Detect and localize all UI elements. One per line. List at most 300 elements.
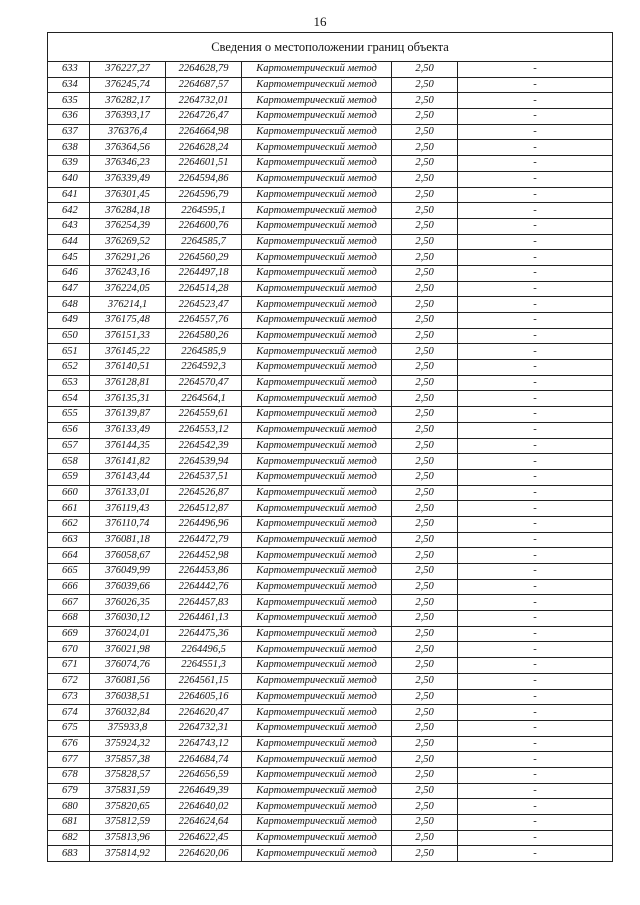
note-cell: - (458, 422, 613, 438)
note-cell: - (458, 830, 613, 846)
point-number-cell: 656 (48, 422, 90, 438)
point-number-cell: 673 (48, 689, 90, 705)
method-cell: Картометрический метод (242, 281, 392, 297)
table-row (48, 752, 613, 768)
accuracy-cell: 2,50 (392, 673, 458, 689)
table-row (48, 767, 613, 783)
accuracy-cell: 2,50 (392, 548, 458, 564)
table-row (48, 658, 613, 674)
boundary-table (47, 32, 613, 862)
table-row (48, 281, 613, 297)
point-number-cell: 646 (48, 265, 90, 281)
y-coordinate-cell: 2264726,47 (166, 109, 242, 125)
x-coordinate-cell: 375933,8 (90, 720, 166, 736)
table-row (48, 77, 613, 93)
accuracy-cell: 2,50 (392, 328, 458, 344)
method-cell: Картометрический метод (242, 124, 392, 140)
note-cell: - (458, 548, 613, 564)
accuracy-cell: 2,50 (392, 532, 458, 548)
note-cell: - (458, 752, 613, 768)
x-coordinate-cell: 376143,44 (90, 469, 166, 485)
table-row (48, 62, 613, 78)
table-row (48, 815, 613, 831)
note-cell: - (458, 171, 613, 187)
x-coordinate-cell: 376393,17 (90, 109, 166, 125)
y-coordinate-cell: 2264523,47 (166, 297, 242, 313)
x-coordinate-cell: 376269,52 (90, 234, 166, 250)
method-cell: Картометрический метод (242, 720, 392, 736)
accuracy-cell: 2,50 (392, 783, 458, 799)
x-coordinate-cell: 376058,67 (90, 548, 166, 564)
y-coordinate-cell: 2264537,51 (166, 469, 242, 485)
method-cell: Картометрический метод (242, 62, 392, 78)
y-coordinate-cell: 2264453,86 (166, 564, 242, 580)
y-coordinate-cell: 2264512,87 (166, 501, 242, 517)
x-coordinate-cell: 376110,74 (90, 516, 166, 532)
point-number-cell: 678 (48, 767, 90, 783)
table-row (48, 407, 613, 423)
point-number-cell: 652 (48, 360, 90, 376)
note-cell: - (458, 375, 613, 391)
note-cell: - (458, 62, 613, 78)
note-cell: - (458, 579, 613, 595)
point-number-cell: 637 (48, 124, 90, 140)
method-cell: Картометрический метод (242, 673, 392, 689)
note-cell: - (458, 156, 613, 172)
point-number-cell: 672 (48, 673, 90, 689)
accuracy-cell: 2,50 (392, 846, 458, 862)
y-coordinate-cell: 2264732,01 (166, 93, 242, 109)
note-cell: - (458, 203, 613, 219)
x-coordinate-cell: 376026,35 (90, 595, 166, 611)
x-coordinate-cell: 376243,16 (90, 265, 166, 281)
y-coordinate-cell: 2264564,1 (166, 391, 242, 407)
table-row (48, 203, 613, 219)
x-coordinate-cell: 376140,51 (90, 360, 166, 376)
accuracy-cell: 2,50 (392, 626, 458, 642)
table-row (48, 438, 613, 454)
y-coordinate-cell: 2264539,94 (166, 454, 242, 470)
table-row (48, 720, 613, 736)
note-cell: - (458, 673, 613, 689)
method-cell: Картометрический метод (242, 203, 392, 219)
accuracy-cell: 2,50 (392, 501, 458, 517)
table-row (48, 705, 613, 721)
method-cell: Картометрический метод (242, 846, 392, 862)
note-cell: - (458, 297, 613, 313)
y-coordinate-cell: 2264496,5 (166, 642, 242, 658)
point-number-cell: 664 (48, 548, 90, 564)
table-row (48, 611, 613, 627)
y-coordinate-cell: 2264570,47 (166, 375, 242, 391)
note-cell: - (458, 391, 613, 407)
y-coordinate-cell: 2264687,57 (166, 77, 242, 93)
method-cell: Картометрический метод (242, 705, 392, 721)
note-cell: - (458, 313, 613, 329)
table-title-row (48, 33, 613, 62)
method-cell: Картометрический метод (242, 187, 392, 203)
x-coordinate-cell: 376284,18 (90, 203, 166, 219)
accuracy-cell: 2,50 (392, 250, 458, 266)
point-number-cell: 671 (48, 658, 90, 674)
table-row (48, 156, 613, 172)
method-cell: Картометрический метод (242, 140, 392, 156)
table-row (48, 469, 613, 485)
x-coordinate-cell: 375857,38 (90, 752, 166, 768)
method-cell: Картометрический метод (242, 407, 392, 423)
method-cell: Картометрический метод (242, 564, 392, 580)
note-cell: - (458, 595, 613, 611)
y-coordinate-cell: 2264601,51 (166, 156, 242, 172)
y-coordinate-cell: 2264557,76 (166, 313, 242, 329)
y-coordinate-cell: 2264560,29 (166, 250, 242, 266)
point-number-cell: 651 (48, 344, 90, 360)
method-cell: Картометрический метод (242, 658, 392, 674)
table-row (48, 485, 613, 501)
note-cell: - (458, 689, 613, 705)
x-coordinate-cell: 376133,49 (90, 422, 166, 438)
point-number-cell: 640 (48, 171, 90, 187)
table-row (48, 595, 613, 611)
method-cell: Картометрический метод (242, 328, 392, 344)
point-number-cell: 636 (48, 109, 90, 125)
note-cell: - (458, 642, 613, 658)
note-cell: - (458, 140, 613, 156)
x-coordinate-cell: 376376,4 (90, 124, 166, 140)
x-coordinate-cell: 376030,12 (90, 611, 166, 627)
point-number-cell: 681 (48, 815, 90, 831)
y-coordinate-cell: 2264620,47 (166, 705, 242, 721)
accuracy-cell: 2,50 (392, 77, 458, 93)
x-coordinate-cell: 376339,49 (90, 171, 166, 187)
y-coordinate-cell: 2264553,12 (166, 422, 242, 438)
accuracy-cell: 2,50 (392, 171, 458, 187)
x-coordinate-cell: 376151,33 (90, 328, 166, 344)
y-coordinate-cell: 2264561,15 (166, 673, 242, 689)
point-number-cell: 644 (48, 234, 90, 250)
y-coordinate-cell: 2264457,83 (166, 595, 242, 611)
y-coordinate-cell: 2264684,74 (166, 752, 242, 768)
y-coordinate-cell: 2264620,06 (166, 846, 242, 862)
note-cell: - (458, 720, 613, 736)
note-cell: - (458, 799, 613, 815)
table-row (48, 265, 613, 281)
table-row (48, 124, 613, 140)
point-number-cell: 682 (48, 830, 90, 846)
accuracy-cell: 2,50 (392, 767, 458, 783)
table-row (48, 187, 613, 203)
note-cell: - (458, 438, 613, 454)
point-number-cell: 649 (48, 313, 90, 329)
method-cell: Картометрический метод (242, 77, 392, 93)
table-row (48, 422, 613, 438)
accuracy-cell: 2,50 (392, 422, 458, 438)
x-coordinate-cell: 376245,74 (90, 77, 166, 93)
y-coordinate-cell: 2264559,61 (166, 407, 242, 423)
table-row (48, 673, 613, 689)
x-coordinate-cell: 375924,32 (90, 736, 166, 752)
method-cell: Картометрический метод (242, 469, 392, 485)
point-number-cell: 658 (48, 454, 90, 470)
table-row (48, 783, 613, 799)
accuracy-cell: 2,50 (392, 265, 458, 281)
method-cell: Картометрический метод (242, 815, 392, 831)
x-coordinate-cell: 375814,92 (90, 846, 166, 862)
accuracy-cell: 2,50 (392, 344, 458, 360)
point-number-cell: 659 (48, 469, 90, 485)
x-coordinate-cell: 376224,05 (90, 281, 166, 297)
method-cell: Картометрический метод (242, 109, 392, 125)
method-cell: Картометрический метод (242, 93, 392, 109)
note-cell: - (458, 77, 613, 93)
y-coordinate-cell: 2264497,18 (166, 265, 242, 281)
x-coordinate-cell: 376135,31 (90, 391, 166, 407)
x-coordinate-cell: 376049,99 (90, 564, 166, 580)
table-row (48, 548, 613, 564)
note-cell: - (458, 187, 613, 203)
y-coordinate-cell: 2264640,02 (166, 799, 242, 815)
accuracy-cell: 2,50 (392, 313, 458, 329)
x-coordinate-cell: 376214,1 (90, 297, 166, 313)
table-row (48, 391, 613, 407)
method-cell: Картометрический метод (242, 375, 392, 391)
y-coordinate-cell: 2264585,9 (166, 344, 242, 360)
accuracy-cell: 2,50 (392, 407, 458, 423)
point-number-cell: 665 (48, 564, 90, 580)
accuracy-cell: 2,50 (392, 124, 458, 140)
method-cell: Картометрический метод (242, 830, 392, 846)
note-cell: - (458, 469, 613, 485)
note-cell: - (458, 250, 613, 266)
method-cell: Картометрический метод (242, 516, 392, 532)
y-coordinate-cell: 2264452,98 (166, 548, 242, 564)
table-body (48, 62, 613, 862)
point-number-cell: 668 (48, 611, 90, 627)
note-cell: - (458, 516, 613, 532)
page-number: 16 (313, 14, 327, 29)
point-number-cell: 650 (48, 328, 90, 344)
note-cell: - (458, 407, 613, 423)
method-cell: Картометрический метод (242, 297, 392, 313)
point-number-cell: 676 (48, 736, 90, 752)
table-row (48, 846, 613, 862)
table-row (48, 234, 613, 250)
point-number-cell: 666 (48, 579, 90, 595)
note-cell: - (458, 611, 613, 627)
method-cell: Картометрический метод (242, 767, 392, 783)
point-number-cell: 643 (48, 218, 90, 234)
y-coordinate-cell: 2264526,87 (166, 485, 242, 501)
point-number-cell: 633 (48, 62, 90, 78)
method-cell: Картометрический метод (242, 313, 392, 329)
y-coordinate-cell: 2264514,28 (166, 281, 242, 297)
note-cell: - (458, 815, 613, 831)
y-coordinate-cell: 2264592,3 (166, 360, 242, 376)
accuracy-cell: 2,50 (392, 799, 458, 815)
method-cell: Картометрический метод (242, 250, 392, 266)
method-cell: Картометрический метод (242, 454, 392, 470)
note-cell: - (458, 124, 613, 140)
point-number-cell: 657 (48, 438, 90, 454)
point-number-cell: 679 (48, 783, 90, 799)
point-number-cell: 675 (48, 720, 90, 736)
accuracy-cell: 2,50 (392, 360, 458, 376)
method-cell: Картометрический метод (242, 595, 392, 611)
y-coordinate-cell: 2264461,13 (166, 611, 242, 627)
point-number-cell: 674 (48, 705, 90, 721)
accuracy-cell: 2,50 (392, 140, 458, 156)
note-cell: - (458, 93, 613, 109)
point-number-cell: 639 (48, 156, 90, 172)
x-coordinate-cell: 375828,57 (90, 767, 166, 783)
point-number-cell: 655 (48, 407, 90, 423)
accuracy-cell: 2,50 (392, 93, 458, 109)
point-number-cell: 635 (48, 93, 90, 109)
x-coordinate-cell: 375813,96 (90, 830, 166, 846)
method-cell: Картометрический метод (242, 422, 392, 438)
x-coordinate-cell: 376145,22 (90, 344, 166, 360)
y-coordinate-cell: 2264664,98 (166, 124, 242, 140)
note-cell: - (458, 454, 613, 470)
method-cell: Картометрический метод (242, 438, 392, 454)
y-coordinate-cell: 2264656,59 (166, 767, 242, 783)
accuracy-cell: 2,50 (392, 720, 458, 736)
table-row (48, 626, 613, 642)
table-row (48, 93, 613, 109)
point-number-cell: 654 (48, 391, 90, 407)
y-coordinate-cell: 2264596,79 (166, 187, 242, 203)
accuracy-cell: 2,50 (392, 438, 458, 454)
y-coordinate-cell: 2264585,7 (166, 234, 242, 250)
x-coordinate-cell: 376291,26 (90, 250, 166, 266)
point-number-cell: 677 (48, 752, 90, 768)
x-coordinate-cell: 376364,56 (90, 140, 166, 156)
point-number-cell: 669 (48, 626, 90, 642)
x-coordinate-cell: 376133,01 (90, 485, 166, 501)
table-row (48, 799, 613, 815)
accuracy-cell: 2,50 (392, 485, 458, 501)
note-cell: - (458, 344, 613, 360)
table-row (48, 375, 613, 391)
table-row (48, 830, 613, 846)
accuracy-cell: 2,50 (392, 391, 458, 407)
method-cell: Картометрический метод (242, 783, 392, 799)
method-cell: Картометрический метод (242, 736, 392, 752)
x-coordinate-cell: 376175,48 (90, 313, 166, 329)
accuracy-cell: 2,50 (392, 218, 458, 234)
note-cell: - (458, 658, 613, 674)
table-row (48, 736, 613, 752)
table-row (48, 642, 613, 658)
note-cell: - (458, 109, 613, 125)
method-cell: Картометрический метод (242, 532, 392, 548)
point-number-cell: 660 (48, 485, 90, 501)
table-row (48, 328, 613, 344)
accuracy-cell: 2,50 (392, 297, 458, 313)
table-row (48, 250, 613, 266)
method-cell: Картометрический метод (242, 344, 392, 360)
x-coordinate-cell: 376081,56 (90, 673, 166, 689)
point-number-cell: 662 (48, 516, 90, 532)
accuracy-cell: 2,50 (392, 579, 458, 595)
x-coordinate-cell: 376039,66 (90, 579, 166, 595)
table-row (48, 501, 613, 517)
note-cell: - (458, 532, 613, 548)
accuracy-cell: 2,50 (392, 203, 458, 219)
y-coordinate-cell: 2264595,1 (166, 203, 242, 219)
table-row (48, 218, 613, 234)
point-number-cell: 642 (48, 203, 90, 219)
point-number-cell: 680 (48, 799, 90, 815)
table-row (48, 516, 613, 532)
method-cell: Картометрический метод (242, 391, 392, 407)
note-cell: - (458, 485, 613, 501)
table-row (48, 579, 613, 595)
y-coordinate-cell: 2264594,86 (166, 171, 242, 187)
y-coordinate-cell: 2264649,39 (166, 783, 242, 799)
x-coordinate-cell: 376301,45 (90, 187, 166, 203)
x-coordinate-cell: 376081,18 (90, 532, 166, 548)
table-row (48, 532, 613, 548)
point-number-cell: 638 (48, 140, 90, 156)
x-coordinate-cell: 376254,39 (90, 218, 166, 234)
point-number-cell: 645 (48, 250, 90, 266)
note-cell: - (458, 501, 613, 517)
x-coordinate-cell: 376024,01 (90, 626, 166, 642)
method-cell: Картометрический метод (242, 626, 392, 642)
method-cell: Картометрический метод (242, 799, 392, 815)
x-coordinate-cell: 376128,81 (90, 375, 166, 391)
accuracy-cell: 2,50 (392, 375, 458, 391)
point-number-cell: 647 (48, 281, 90, 297)
accuracy-cell: 2,50 (392, 469, 458, 485)
y-coordinate-cell: 2264542,39 (166, 438, 242, 454)
accuracy-cell: 2,50 (392, 454, 458, 470)
method-cell: Картометрический метод (242, 265, 392, 281)
accuracy-cell: 2,50 (392, 156, 458, 172)
table-row (48, 454, 613, 470)
accuracy-cell: 2,50 (392, 815, 458, 831)
x-coordinate-cell: 376021,98 (90, 642, 166, 658)
accuracy-cell: 2,50 (392, 187, 458, 203)
note-cell: - (458, 218, 613, 234)
method-cell: Картометрический метод (242, 752, 392, 768)
point-number-cell: 667 (48, 595, 90, 611)
method-cell: Картометрический метод (242, 579, 392, 595)
y-coordinate-cell: 2264496,96 (166, 516, 242, 532)
method-cell: Картометрический метод (242, 360, 392, 376)
note-cell: - (458, 846, 613, 862)
point-number-cell: 661 (48, 501, 90, 517)
note-cell: - (458, 281, 613, 297)
point-number-cell: 634 (48, 77, 90, 93)
table-row (48, 297, 613, 313)
note-cell: - (458, 564, 613, 580)
x-coordinate-cell: 376346,23 (90, 156, 166, 172)
note-cell: - (458, 328, 613, 344)
x-coordinate-cell: 376119,43 (90, 501, 166, 517)
x-coordinate-cell: 376144,35 (90, 438, 166, 454)
note-cell: - (458, 234, 613, 250)
table-row (48, 689, 613, 705)
y-coordinate-cell: 2264628,79 (166, 62, 242, 78)
x-coordinate-cell: 376227,27 (90, 62, 166, 78)
accuracy-cell: 2,50 (392, 564, 458, 580)
accuracy-cell: 2,50 (392, 611, 458, 627)
accuracy-cell: 2,50 (392, 234, 458, 250)
point-number-cell: 663 (48, 532, 90, 548)
accuracy-cell: 2,50 (392, 736, 458, 752)
